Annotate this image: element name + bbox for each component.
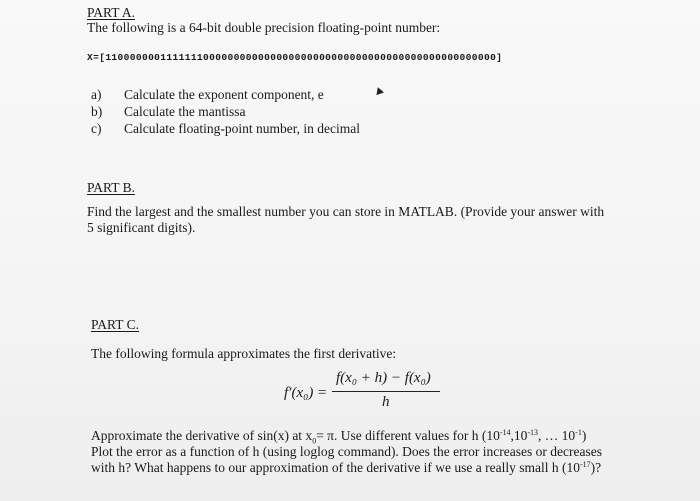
q3-text-a: with h? What happens to our approximation of the derivative if we use a really small h (10 [91, 460, 580, 475]
part-b-line1: Find the largest and the smallest number you can store in MATLAB. (Provide your answer with [87, 204, 605, 219]
list-label-a: a) [91, 87, 102, 102]
formula-denominator: h [382, 394, 390, 410]
q3-sup: -17 [580, 460, 591, 469]
formula-lhs: f′(x₀) = [284, 385, 328, 401]
part-c-heading: PART C. [91, 317, 139, 332]
q1-text-a: Approximate the derivative of sin(x) at x [91, 428, 313, 443]
q1-subscript: 0 [312, 436, 317, 446]
part-c-intro: The following formula approximates the first derivative: [91, 346, 397, 361]
q1-text-e: ) [581, 428, 587, 443]
formula-numerator: f(x₀ + h) − f(x₀) [336, 370, 431, 386]
q1-sup3: -1 [575, 428, 582, 437]
q1-text-c: ,10 [510, 428, 528, 443]
part-a-heading: PART A. [87, 5, 135, 20]
part-b-line2: 5 significant digits). [87, 220, 196, 235]
q1-text-b: = π. Use different values for h (10 [316, 428, 500, 443]
list-item-a [91, 87, 324, 103]
list-text-a: Calculate the exponent component, e [124, 87, 324, 102]
q1-sup1: -14 [499, 428, 511, 437]
list-item-c [91, 121, 360, 137]
list-label-b: b) [91, 104, 103, 119]
mouse-cursor-icon [374, 86, 384, 95]
list-item-b [91, 104, 245, 120]
part-a-intro: The following is a 64-bit double precision floating-point number: [87, 20, 441, 35]
fraction-bar [332, 391, 440, 392]
q3-text-b: )? [590, 460, 602, 475]
part-c-question-line3 [91, 460, 601, 476]
binary-number: X=[1100000001111111000000000000000000000000000000000000000000000000] [87, 52, 503, 63]
q1-text-d: , … 10 [538, 428, 576, 443]
list-text-c: Calculate floating-point number, in decimal [124, 121, 361, 136]
part-b-heading: PART B. [87, 180, 135, 195]
list-text-b: Calculate the mantissa [124, 104, 246, 119]
list-label-c: c) [91, 121, 102, 136]
q1-sup2: -13 [527, 428, 539, 437]
part-c-question-line2: Plot the error as a function of h (using loglog command). Does the error increases or decreases [91, 444, 602, 459]
